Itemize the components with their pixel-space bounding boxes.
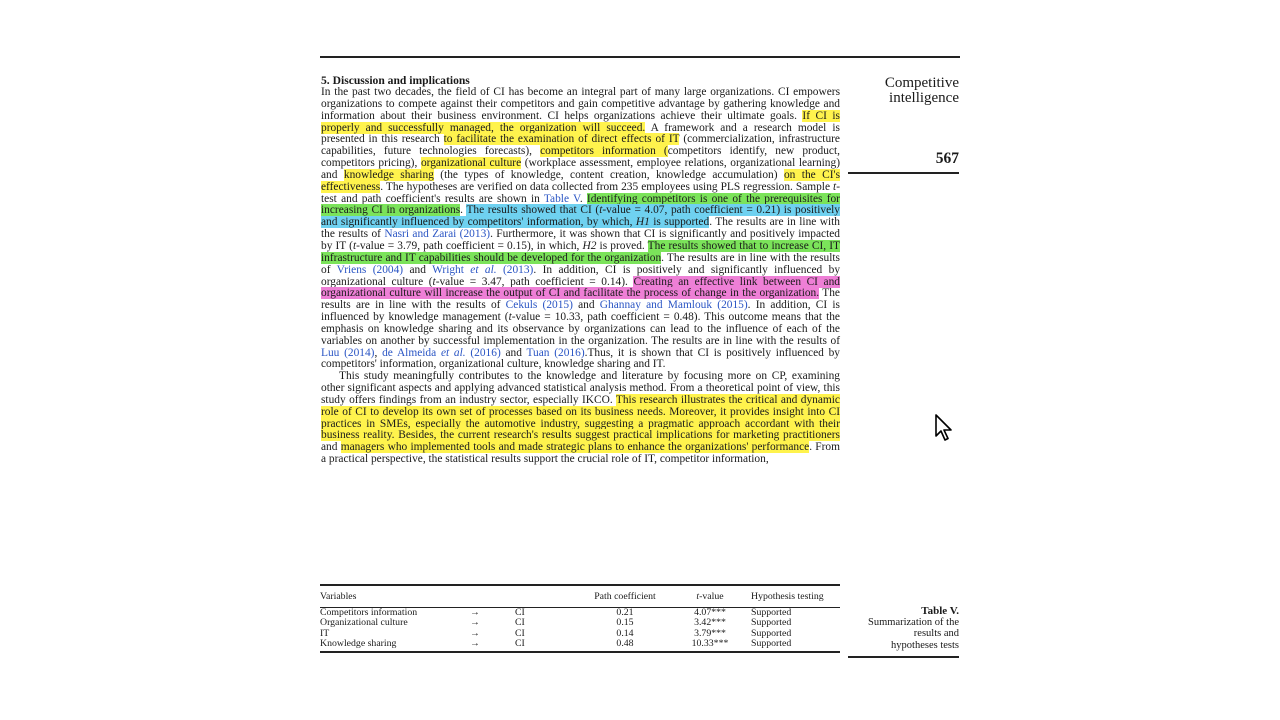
- top-rule: [320, 56, 960, 58]
- text: -value: [699, 591, 724, 602]
- text: . The results are in line with the results of: [321, 216, 841, 241]
- paragraph-2: [321, 371, 840, 466]
- text-italic: H2: [582, 239, 597, 252]
- text: (2016): [465, 346, 501, 359]
- text: (the types of knowledge, content creation, knowledge accumulation): [433, 168, 784, 181]
- discussion-section: [321, 75, 840, 466]
- cell-hypothesis: Supported: [751, 617, 792, 629]
- cell-t-value: 10.33***: [691, 637, 729, 649]
- table-row: [320, 639, 840, 649]
- cell-arrow: →: [470, 627, 480, 639]
- text: (commercialization, infrastructure capabilities, future technologies forecasts),: [321, 133, 840, 158]
- table-header-row: [320, 586, 840, 602]
- text: . From a practical perspective, the statistical results support the crucial role of IT, competitor information,: [321, 441, 840, 466]
- highlight-yellow: on the CI's effectiveness: [321, 168, 841, 193]
- cell-dependent: CI: [515, 607, 525, 619]
- text: (2013): [496, 263, 534, 276]
- caption-line: Summarization of the: [868, 617, 959, 629]
- caption-line: hypotheses tests: [891, 639, 959, 651]
- highlight-yellow: If CI is properly and successfully managed, the organization will succeed.: [321, 109, 840, 134]
- highlight-yellow: organizational culture: [420, 157, 522, 170]
- page-number: 567: [935, 150, 959, 167]
- header-path-coefficient: Path coefficient: [594, 591, 656, 602]
- citation-link[interactable]: Ghannay and Mamlouk (2015): [599, 299, 748, 312]
- cell-arrow: →: [470, 617, 480, 629]
- cell-path-coefficient: 0.48: [616, 637, 634, 649]
- text: and: [321, 441, 341, 454]
- highlight-green: The results showed that to increase CI, IT infrastructure and IT capabilities should be developed for the o: [321, 239, 840, 264]
- cell-t-value: 3.79***: [694, 627, 726, 639]
- text: and: [403, 263, 433, 276]
- text-italic: t: [432, 275, 436, 288]
- header-t-value: [675, 586, 745, 602]
- cell-path-coefficient: 0.15: [616, 617, 634, 629]
- text: -test and path coefficient's results are shown in: [321, 180, 840, 205]
- text: and: [572, 299, 600, 312]
- text: Table V.: [921, 605, 959, 617]
- text: .: [460, 204, 467, 217]
- highlight-yellow: knowledge sharing: [343, 168, 434, 181]
- citation-link[interactable]: Tuan (2016): [526, 346, 585, 359]
- text: ,: [374, 346, 383, 359]
- cell-arrow: →: [470, 637, 480, 649]
- text: In the past two decades, the field of CI has become an integral part of many large organizations. CI empowers organizations to compete against their competitors and gain competitive advantage by gathering knowledge and information about their business environment. CI helps organizations achieve their ultimate goals.: [321, 86, 840, 122]
- text: The results showed that CI (: [466, 204, 600, 217]
- cell-hypothesis: Supported: [751, 627, 792, 639]
- text: . In addition, CI is influenced by knowledge management (: [321, 299, 840, 324]
- mouse-pointer-icon: [934, 414, 958, 442]
- bottom-rule: [848, 656, 959, 658]
- highlight-yellow: suggesting a pragmatic approach accordant with their business reality. Besides, the current research's results suggest practical implications for marketing practitioners: [321, 417, 841, 442]
- text: Wright: [432, 263, 471, 276]
- header-hypothesis: Hypothesis testing: [751, 591, 824, 602]
- table-caption: [848, 606, 959, 651]
- highlight-yellow: competitors information (: [540, 145, 668, 158]
- highlight-yellow: especially the automotive industry,: [415, 417, 585, 430]
- text-italic: et al.: [440, 346, 466, 359]
- cell-t-value: 3.42***: [694, 617, 726, 629]
- text: -value = 10.33, path coefficient = 0.48). This outcome means that the emphasis on knowledge sharing and its observance by organizations can lead to the influence of each of the variables on another by successful implementation in the organization. The results are in line with the results of: [321, 311, 840, 347]
- text: .Thus, it is shown that CI is positively influenced by competitors' information, organizational culture, knowledge sharing and IT.: [321, 346, 840, 371]
- cell-dependent: CI: [515, 617, 525, 629]
- citation-link[interactable]: Cekuls (2015): [505, 299, 573, 312]
- header-blank: [515, 586, 575, 602]
- table-rule: [320, 651, 840, 653]
- text: A framework and a research model is presented in this research: [321, 121, 840, 146]
- side-rule: [848, 172, 959, 174]
- text: . In addition, CI is positively and significantly influenced by organizational culture (: [321, 263, 841, 288]
- caption-line: results and: [913, 628, 959, 640]
- highlight-green: rganization: [610, 251, 662, 264]
- text-italic: t: [599, 204, 603, 217]
- cell-path-coefficient: 0.21: [616, 607, 634, 619]
- citation-link[interactable]: [432, 264, 533, 276]
- text: . The hypotheses are verified on data collected from 235 employees using PLS regression. Sample: [380, 180, 834, 193]
- running-head-line: Competitive: [884, 75, 959, 91]
- paragraph-1: [321, 87, 840, 371]
- citation-link[interactable]: Vriens (2004): [336, 263, 404, 276]
- table-body: [320, 608, 840, 649]
- cell-variable: IT: [320, 627, 330, 639]
- text-italic: et al.: [470, 263, 497, 276]
- table: [320, 586, 840, 602]
- cell-variable: Organizational culture: [320, 617, 408, 629]
- cell-variable: Competitors information: [320, 607, 418, 619]
- header-variables: Variables: [320, 591, 357, 602]
- text: . The results are in line with the results of: [321, 251, 840, 276]
- text: The results are in line with the results of: [321, 287, 840, 312]
- text: . Furthermore, it was shown that CI is significantly and positively impacted by IT (: [321, 228, 840, 252]
- text: is proved.: [596, 239, 648, 252]
- cell-variable: Knowledge sharing: [320, 637, 397, 649]
- text: -value = 3.47, path coefficient = 0.14).: [435, 275, 634, 288]
- text: and: [500, 346, 527, 359]
- text: is supported: [649, 216, 710, 229]
- cell-dependent: CI: [515, 637, 525, 649]
- caption-title: [848, 606, 959, 617]
- text-italic: t: [352, 239, 357, 252]
- cell-hypothesis: Supported: [751, 637, 792, 649]
- citation-link[interactable]: [382, 347, 501, 359]
- text: This study meaningfully contributes to the knowledge and literature by focusing more on CP, examining other significant aspects and applying advanced statistical analysis method. From a theoretical point of view, this study offers findings from an industry sector, especially IKCO.: [321, 370, 840, 406]
- text: .: [579, 192, 587, 205]
- citation-link[interactable]: Nasri and Zarai (2013): [384, 228, 491, 241]
- table-link[interactable]: Table V: [543, 192, 580, 205]
- header-blank: [470, 586, 515, 602]
- citation-link[interactable]: Luu (2014): [321, 346, 375, 359]
- cell-t-value: 4.07***: [694, 607, 726, 619]
- text: -value = 3.79, path coefficient = 0.15), in which,: [356, 239, 583, 252]
- highlight-pink: Creating an effective link between CI and organizational culture will increase the output of CI and facilitate the process of change in the organization.: [321, 275, 840, 300]
- running-head-line: intelligence: [889, 89, 959, 106]
- highlight-yellow: This research illustrates the critical and dynamic role of CI to develop its own set of processes based on its business needs. Moreover, it provides insight into CI practices in SMEs,: [321, 393, 840, 430]
- cell-arrow: →: [470, 607, 480, 619]
- cell-hypothesis: Supported: [751, 607, 792, 619]
- text-italic: H1: [635, 216, 650, 229]
- highlight-green: Identifying competitors is one of the prerequisites for increasing CI in organizations: [321, 192, 840, 217]
- text: -value = 4.07, path coefficient = 0.21) is positively and significantly influenced by competitors' information, by which,: [321, 204, 840, 229]
- text-italic: t: [833, 180, 837, 193]
- text: de Almeida: [382, 346, 441, 359]
- text-italic: t: [508, 311, 512, 324]
- running-head: [848, 76, 959, 105]
- cell-path-coefficient: 0.14: [616, 627, 634, 639]
- cell-dependent: CI: [515, 627, 525, 639]
- text-italic: t: [696, 591, 700, 602]
- text: (workplace assessment, employee relations, organizational learning) and: [321, 157, 840, 181]
- text: competitors identify, new product, competitors pricing),: [321, 145, 840, 170]
- results-table: [320, 584, 840, 653]
- section-heading: 5. Discussion and implications: [321, 74, 470, 87]
- highlight-yellow: managers who implemented tools and made strategic plans to enhance the organizations' performance: [340, 441, 810, 454]
- highlight-yellow: to facilitate the examination of direct effects of IT: [443, 133, 680, 146]
